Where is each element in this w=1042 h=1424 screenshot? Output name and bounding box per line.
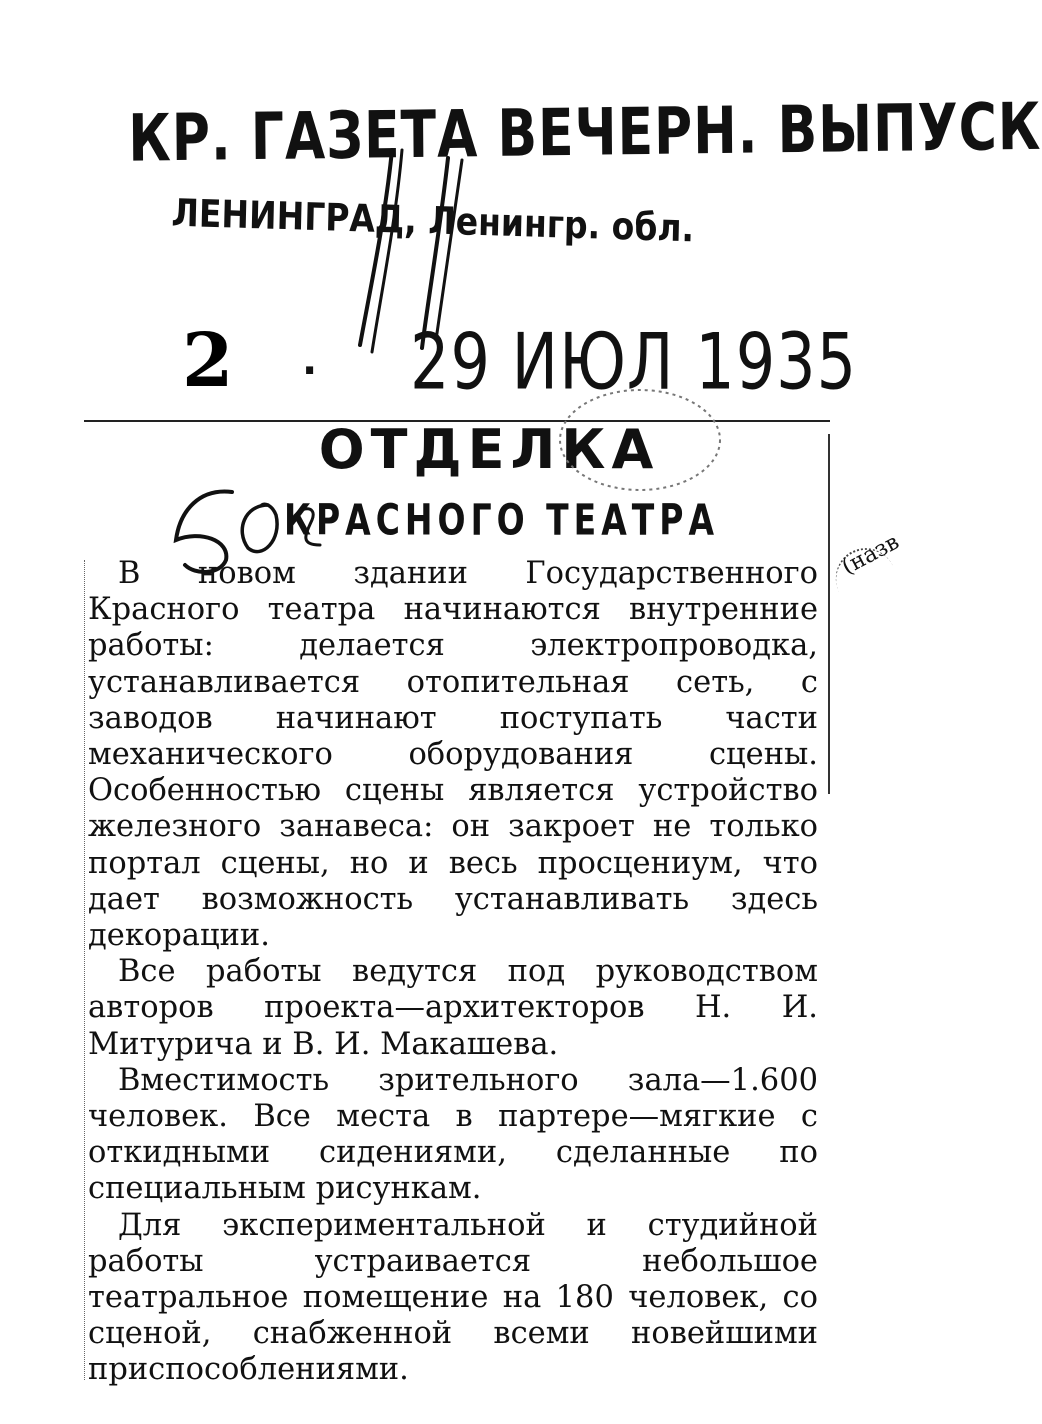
clipping-left-edge: [84, 560, 85, 1380]
article-paragraph: В новом здании Государственного Красного театра начинаются внутренние работы: делается электропроводка, устанавливается отопительная сеть, с заводов начинают поступать части механического оборудования сцены. Особенностью сцены является устройство железного занавеса: он закроет не только портал сцены, но и весь просцениум, что дает возможность устанавливать здесь декорации.: [88, 556, 818, 954]
article-paragraph: Для экспериментальной и студийной работы устраивается небольшое театральное помещение на 180 человек, со сценой, снабженной всеми новейшими приспособлениями.: [88, 1207, 818, 1388]
pencil-stroke: [360, 150, 392, 345]
handwritten-number: [242, 504, 277, 551]
stamp-newspaper-title: КР. ГАЗЕТА ВЕЧЕРН. ВЫПУСК: [128, 90, 1042, 177]
stamp-city: ЛЕНИНГРАД, Ленингр. обл.: [170, 190, 695, 251]
stamp-separator: .: [302, 338, 318, 384]
article-headline: ОТДЕЛКА: [318, 418, 660, 481]
stamp-issue-number: 2: [182, 318, 234, 404]
pencil-stroke: [436, 160, 462, 340]
margin-note: (назв: [838, 529, 904, 581]
clipping-right-rule: [828, 434, 830, 794]
article-paragraph: Все работы ведутся под руководством авторов проекта—архитекторов Н. И. Митурича и В. И. Макашева.: [88, 954, 818, 1062]
article-body: [88, 556, 818, 1389]
stamp-date: 29 ИЮЛ 1935: [410, 316, 858, 408]
pencil-stroke: [372, 150, 402, 352]
article-subheadline: КРАСНОГО ТЕАТРА: [284, 494, 719, 545]
article-paragraph: Вместимость зрительного зала—1.600 человек. Все места в партере—мягкие с откидными сидениями, сделанные по специальным рисункам.: [88, 1062, 818, 1207]
